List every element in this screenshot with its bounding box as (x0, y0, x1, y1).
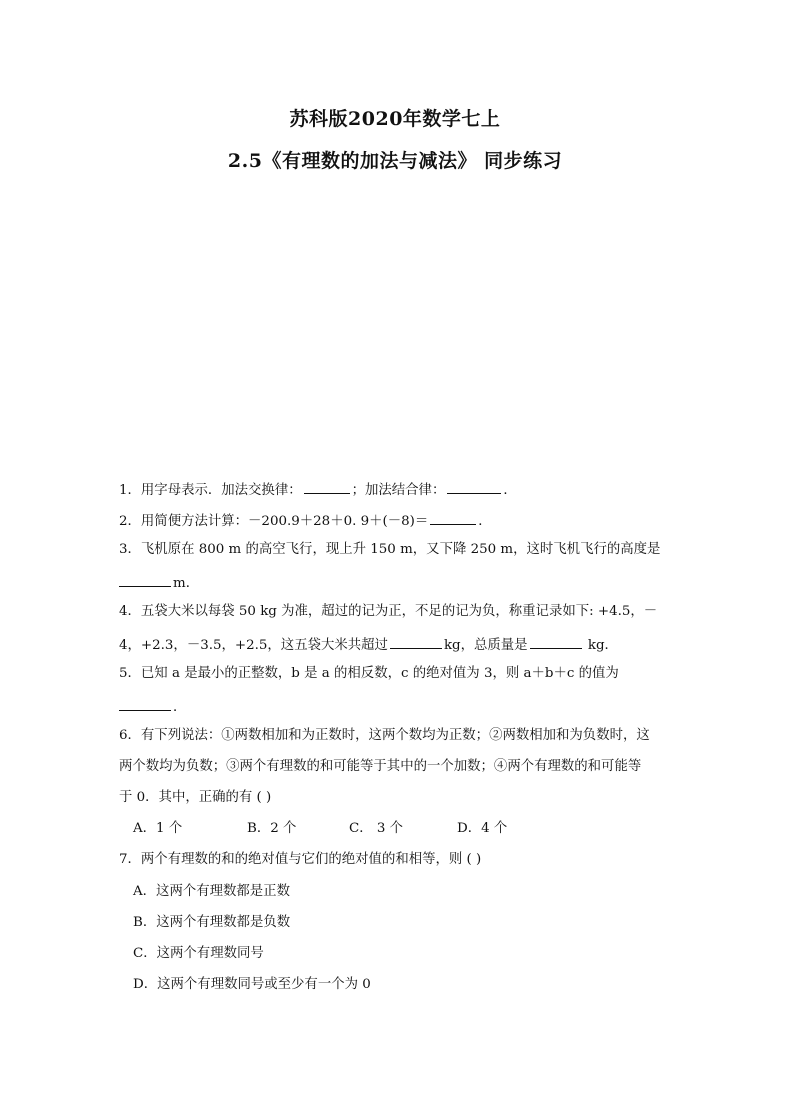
q6-option-c: C． 3 个 (349, 821, 404, 836)
q4-text-after: kg． (583, 638, 618, 653)
q1-blank-1 (304, 479, 350, 494)
q1-blank-2 (447, 479, 501, 494)
q7-option-a: A．这两个有理数都是正数 (133, 884, 290, 899)
q7-option-d: D．这两个有理数同号或至少有一个为 0 (133, 977, 371, 992)
q7-option-b: B．这两个有理数都是负数 (133, 915, 291, 930)
q2-text-after: ． (478, 514, 492, 529)
question-4-line-2 (119, 634, 618, 655)
q2-text-before: 2．用简便方法计算：－200.9＋28＋0. 9＋(－8)＝ (119, 514, 429, 529)
q5-text-after: ． (173, 700, 187, 715)
document-subtitle: 2.5《有理数的加法与减法》 同步练习 (227, 150, 563, 172)
q5-blank (119, 696, 171, 711)
q6-option-d: D．4 个 (457, 821, 508, 836)
question-1 (119, 479, 517, 500)
question-2 (119, 510, 492, 531)
q4-text-before: 4，+2.3，－3.5，+2.5，这五袋大米共超过 (119, 638, 388, 653)
q7-option-c: C．这两个有理数同号 (133, 946, 264, 961)
question-6: 6．有下列说法：①两数相加和为正数时，这两个数均为正数；②两数相加和为负数时，这 (119, 728, 650, 743)
q4-blank-1 (390, 634, 442, 649)
question-4: 4．五袋大米以每袋 50 kg 为准，超过的记为正，不足的记为负，称重记录如下: +4.5，－ (119, 604, 658, 619)
q1-text-mid: ；加法结合律： (351, 483, 446, 498)
question-3-line-2 (119, 572, 199, 593)
q1-text-after: ． (503, 483, 517, 498)
question-3: 3．飞机原在 800 m 的高空飞行，现上升 150 m，又下降 250 m，这时飞机飞行的高度是 (119, 542, 661, 557)
q6-option-b: B．2 个 (247, 821, 297, 836)
question-6-line-2: 两个数均为负数；③两个有理数的和可能等于其中的一个加数；④两个有理数的和可能等 (119, 759, 642, 774)
question-6-line-3: 于 0．其中，正确的有 ( ) (119, 790, 272, 805)
question-6-options (133, 820, 507, 838)
q4-blank-2 (530, 634, 582, 649)
document-title: 苏科版2020年数学七上 (289, 108, 501, 130)
question-5: 5．已知 a 是最小的正整数，b 是 a 的相反数，c 的绝对值为 3，则 a＋b＋c 的值为 (119, 666, 619, 681)
q6-option-a: A．1 个 (133, 821, 183, 836)
question-5-line-2 (119, 696, 186, 717)
q3-text-after: m． (173, 576, 200, 591)
q3-blank (119, 572, 171, 587)
q2-blank (430, 510, 476, 525)
question-7: 7．两个有理数的和的绝对值与它们的绝对值的和相等，则 ( ) (119, 852, 482, 867)
q1-text-before: 1．用字母表示．加法交换律： (119, 483, 302, 498)
q4-text-mid: kg，总质量是 (443, 638, 528, 653)
